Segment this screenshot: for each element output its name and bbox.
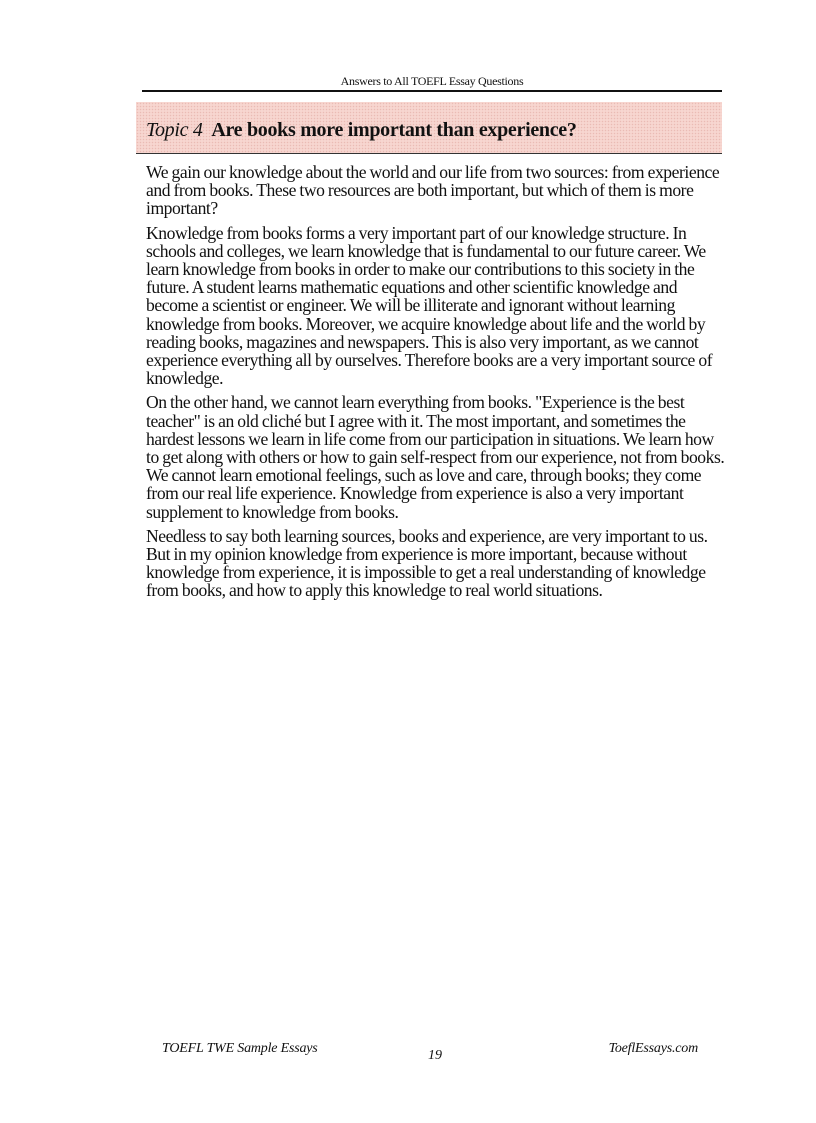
essay-paragraph-conclusion: Needless to say both learning sources, books and experience, are very important to us. But in my opinion knowledge from experience is more important, because without knowledge from experience, it is impossible to get a real understanding of knowledge from books, and how to apply this knowledge to real world situations. [146,525,708,601]
essay-body [146,163,726,606]
essay-paragraph-experience: On the other hand, we cannot learn everything from books. "Experience is the best teacher" is an old cliché but I agree with it. The most important, and sometimes the hardest lessons we learn in life come from our participation in situations. We learn how to get along with others or how to gain self-respect from our experience, not from books. We cannot learn emotional feelings, such as love and care, through books; they come from our real life experience. Knowledge from experience is also a very important supplement to knowledge from books. [146,392,725,522]
footer-book-title: TOEFL TWE Sample Essays [162,1041,318,1056]
topic-banner [136,102,722,154]
header-rule [142,90,722,92]
running-header-title: Answers to All TOEFL Essay Questions [340,74,524,88]
page-number: 19 [428,1048,442,1063]
topic-question: Are books more important than experience? [211,119,577,141]
essay-paragraph-books: Knowledge from books forms a very important part of our knowledge structure. In schools and colleges, we learn knowledge that is fundamental to our future career. We learn knowledge from books in order to make our contributions to this society in the future. A student learns mathematic equations and other scientific knowledge and become a scientist or engineer. We will be illiterate and ignorant without learning knowledge from books. Moreover, we acquire knowledge about life and the world by reading books, magazines and newspapers. This is also very important, as we cannot experience everything all by ourselves. Therefore books are a very important source of knowledge. [146,222,713,389]
footer-website: ToeflEssays.com [608,1041,698,1056]
topic-label: Topic 4 [146,119,203,141]
topic-heading [146,118,577,142]
essay-paragraph-intro: We gain our knowledge about the world and our life from two sources: from experience and from books. These two resources are both important, but which of them is more important? [146,162,720,219]
